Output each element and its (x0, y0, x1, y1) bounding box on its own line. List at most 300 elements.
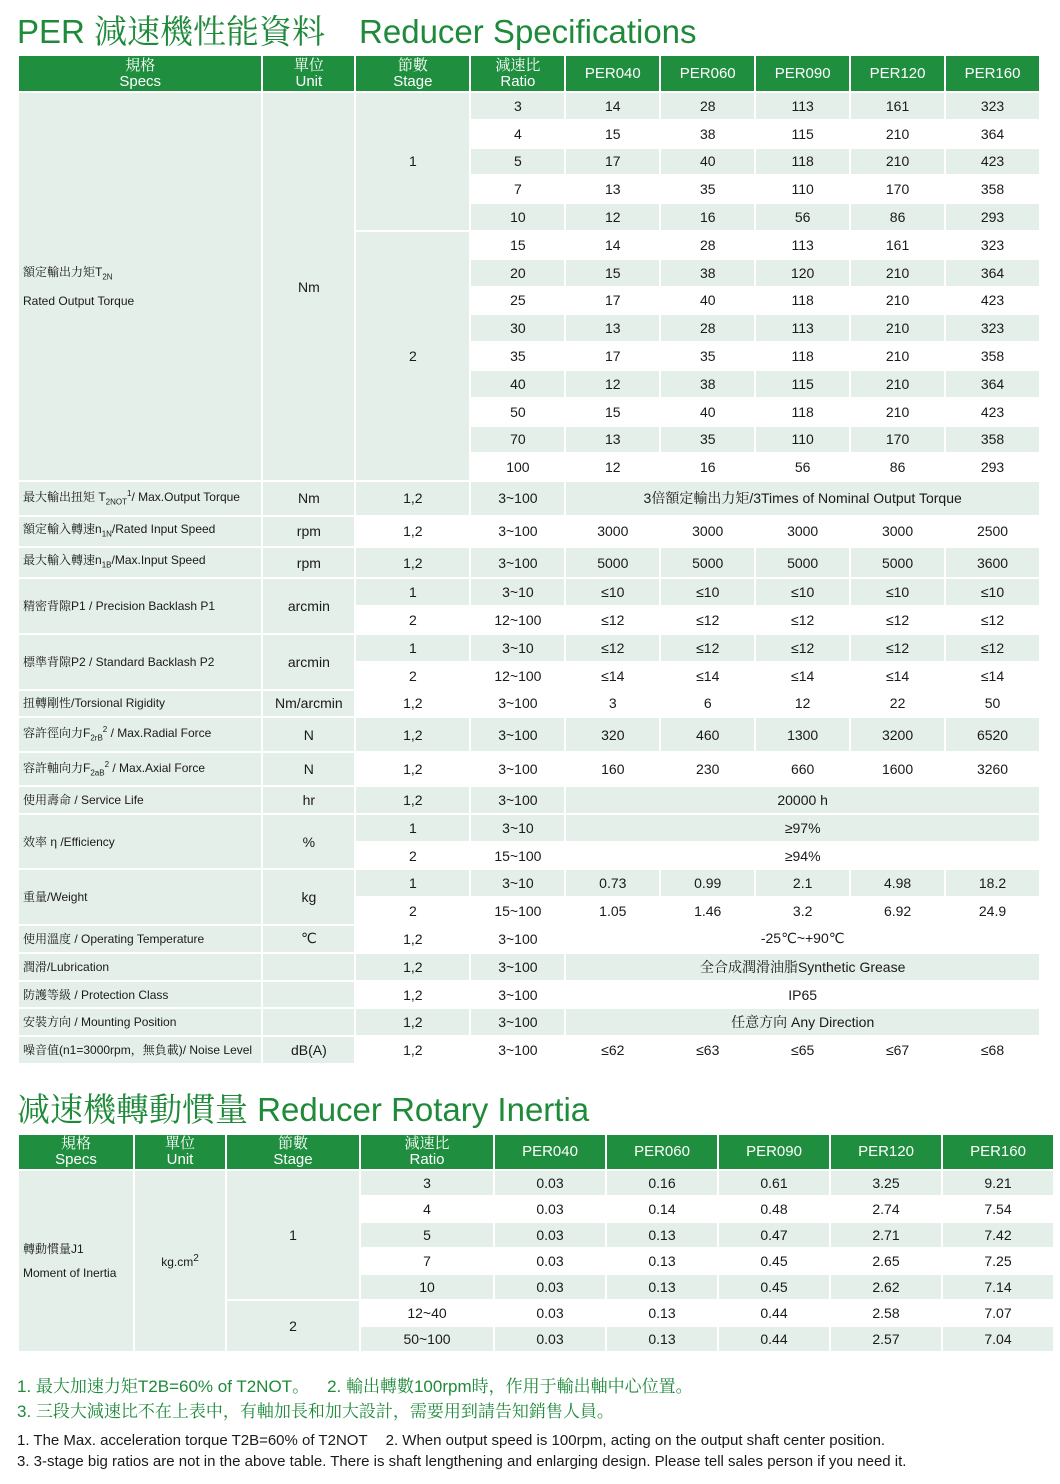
value-cell: 17 (566, 288, 659, 316)
label-part: 容許徑向力F (23, 726, 91, 741)
value-cell: ≤63 (661, 1037, 754, 1065)
value-cell: 110 (756, 427, 849, 455)
value-cell: ≤14 (661, 663, 754, 691)
unit-cell: kg (263, 870, 354, 926)
value-cell: 7.04 (943, 1327, 1053, 1353)
stage-cell: 2 (356, 232, 469, 482)
ratio-cell: 100 (471, 454, 564, 482)
value-cell: 110 (756, 176, 849, 204)
value-cell: 210 (851, 399, 944, 427)
value-cell: 18.2 (946, 870, 1039, 898)
inertia-header-row (19, 1135, 1053, 1171)
value-cell: 364 (946, 260, 1039, 288)
note-en-1: 1. The Max. acceleration torque T2B=60% of T2NOT (17, 1432, 368, 1449)
value-cell: 17 (566, 149, 659, 177)
value-cell: 0.99 (661, 870, 754, 898)
value-cell: 2.74 (831, 1197, 941, 1223)
value-cell: 0.44 (719, 1327, 829, 1353)
value-cell: 86 (851, 454, 944, 482)
value-cell: 0.14 (607, 1197, 717, 1223)
ratio-cell: 3~100 (471, 954, 564, 982)
unit-cell (263, 982, 354, 1010)
table-row (19, 691, 1039, 719)
value-cell: 7.42 (943, 1223, 1053, 1249)
value-cell: ≤10 (661, 579, 754, 607)
value-cell: ≤67 (851, 1037, 944, 1065)
label-part: Moment of Inertia (23, 1266, 117, 1280)
value-cell: ≤10 (756, 579, 849, 607)
value-cell: ≤65 (756, 1037, 849, 1065)
stage-cell: 1,2 (356, 718, 469, 752)
label-efficiency: 效率 η /Efficiency (19, 815, 261, 871)
label-part: / Max.Axial Force (109, 760, 206, 775)
value-cell: 2.58 (831, 1301, 941, 1327)
spec-header-row (19, 56, 1039, 93)
label-rated_speed (19, 517, 261, 548)
ratio-cell: 12~100 (471, 607, 564, 635)
stage-cell: 1,2 (356, 517, 469, 548)
value-cell: 2.1 (756, 870, 849, 898)
unit-cell: ℃ (263, 926, 354, 954)
inertia-title: 减速機轉動慣量 Reducer Rotary Inertia (17, 1091, 590, 1128)
label-sub: 2N (102, 272, 113, 282)
value-cell: 13 (566, 176, 659, 204)
value-cell: 38 (661, 121, 754, 149)
label-part: / Max.Output Torque (131, 490, 240, 505)
value-cell: ≤12 (566, 607, 659, 635)
value-cell: 0.16 (607, 1171, 717, 1197)
value-cell: ≤10 (566, 579, 659, 607)
label-part: / Max.Radial Force (107, 726, 212, 741)
ratio-cell: 3~10 (471, 870, 564, 898)
header-model: PER060 (607, 1135, 717, 1171)
value-cell: ≤10 (851, 579, 944, 607)
value-cell: 115 (756, 121, 849, 149)
ratio-cell: 4 (471, 121, 564, 149)
ratio-cell: 5 (471, 149, 564, 177)
unit-cell: N (263, 718, 354, 752)
stage-cell: 1,2 (356, 982, 469, 1010)
value-cell: 50 (946, 691, 1039, 719)
value-cell: 423 (946, 149, 1039, 177)
ratio-cell: 10 (361, 1275, 493, 1301)
header-model: PER120 (831, 1135, 941, 1171)
label-part: Rated Output Torque (23, 294, 135, 309)
value-cell: 14 (566, 232, 659, 260)
value-cell: 161 (851, 93, 944, 121)
value-cell: 40 (661, 288, 754, 316)
table-row (19, 815, 1039, 843)
value-cell: ≤68 (946, 1037, 1039, 1065)
value-cell: 118 (756, 399, 849, 427)
label-sub: 2aB (90, 768, 105, 778)
value-cell: 7.54 (943, 1197, 1053, 1223)
value-cell: 56 (756, 204, 849, 232)
label-part: 最大輸出扭矩 T (23, 490, 106, 505)
header-ratio: 減速比 Ratio (471, 56, 564, 93)
value-cell: 161 (851, 232, 944, 260)
value-cell: 9.21 (943, 1171, 1053, 1197)
value-cell: 全合成潤滑油脂Synthetic Grease (566, 954, 1039, 982)
unit-cell: rpm (263, 517, 354, 548)
stage-cell: 2 (356, 843, 469, 871)
ratio-cell: 3 (361, 1171, 493, 1197)
value-cell: 15 (566, 399, 659, 427)
value-cell: 0.45 (719, 1275, 829, 1301)
stage-cell: 1,2 (356, 1037, 469, 1065)
unit-sup: 2 (193, 1253, 199, 1264)
value-cell: 160 (566, 753, 659, 787)
value-cell: 28 (661, 315, 754, 343)
unit-cell: % (263, 815, 354, 871)
value-cell: 118 (756, 288, 849, 316)
value-cell: ≥97% (566, 815, 1039, 843)
value-cell: 35 (661, 427, 754, 455)
label-part: /Max.Input Speed (111, 552, 206, 567)
table-row (19, 93, 1039, 121)
value-cell: 3000 (566, 517, 659, 548)
value-cell: 7.25 (943, 1249, 1053, 1275)
stage-cell: 1 (356, 870, 469, 898)
value-cell: 20000 h (566, 787, 1039, 815)
value-cell: 2.65 (831, 1249, 941, 1275)
value-cell: 323 (946, 232, 1039, 260)
value-cell: 0.13 (607, 1327, 717, 1353)
label-moment-of-inertia (19, 1171, 133, 1353)
label-part: 轉動慣量J1 (23, 1242, 84, 1256)
ratio-cell: 12~100 (471, 663, 564, 691)
value-cell: 210 (851, 260, 944, 288)
table-row (19, 482, 1039, 516)
value-cell: 38 (661, 371, 754, 399)
value-cell: 0.03 (495, 1275, 605, 1301)
value-cell: ≤10 (946, 579, 1039, 607)
value-cell: 323 (946, 93, 1039, 121)
stage-cell: 1 (356, 815, 469, 843)
stage-cell: 2 (227, 1301, 359, 1353)
value-cell: 118 (756, 343, 849, 371)
label-axial (19, 753, 261, 787)
table-row (19, 870, 1039, 898)
value-cell: 28 (661, 232, 754, 260)
unit-cell (263, 1009, 354, 1037)
value-cell: 35 (661, 343, 754, 371)
value-cell: 任意方向 Any Direction (566, 1009, 1039, 1037)
ratio-cell: 3~100 (471, 787, 564, 815)
stage-cell: 1,2 (356, 548, 469, 579)
label-max_torque (19, 482, 261, 516)
ratio-cell: 3~100 (471, 753, 564, 787)
value-cell: 364 (946, 121, 1039, 149)
value-cell: 0.03 (495, 1249, 605, 1275)
value-cell: 3260 (946, 753, 1039, 787)
stage-cell: 1 (356, 635, 469, 663)
value-cell: 7.07 (943, 1301, 1053, 1327)
unit-cell (135, 1171, 225, 1353)
stage-cell: 1,2 (356, 926, 469, 954)
table-row (19, 1037, 1039, 1065)
value-cell: 210 (851, 288, 944, 316)
value-cell: ≤12 (566, 635, 659, 663)
value-cell: 12 (756, 691, 849, 719)
ratio-cell: 15~100 (471, 898, 564, 926)
value-cell: 38 (661, 260, 754, 288)
notes-en (17, 1430, 906, 1472)
header-stage: 節數 Stage (356, 56, 469, 93)
ratio-cell: 7 (361, 1249, 493, 1275)
value-cell: 293 (946, 204, 1039, 232)
value-cell: 323 (946, 315, 1039, 343)
value-cell: ≤14 (756, 663, 849, 691)
value-cell: 6 (661, 691, 754, 719)
table-row (19, 926, 1039, 954)
note-en-2: 2. When output speed is 100rpm, acting on the output shaft center position. (385, 1432, 886, 1449)
value-cell: 423 (946, 288, 1039, 316)
value-cell: 15 (566, 260, 659, 288)
label-service_life: 使用壽命 / Service Life (19, 787, 261, 815)
table-row (19, 517, 1039, 548)
header-model: PER040 (495, 1135, 605, 1171)
value-cell: 5000 (566, 548, 659, 579)
value-cell: 86 (851, 204, 944, 232)
label-max_speed (19, 548, 261, 579)
value-cell: 0.13 (607, 1275, 717, 1301)
stage-cell: 1,2 (356, 1009, 469, 1037)
ratio-cell: 25 (471, 288, 564, 316)
value-cell: 16 (661, 454, 754, 482)
table-row (19, 1171, 1053, 1197)
table-row (19, 954, 1039, 982)
ratio-cell: 3~10 (471, 815, 564, 843)
ratio-cell: 5 (361, 1223, 493, 1249)
value-cell: ≤12 (756, 607, 849, 635)
ratio-cell: 3~100 (471, 517, 564, 548)
value-cell: 24.9 (946, 898, 1039, 926)
value-cell: 6.92 (851, 898, 944, 926)
unit-cell: Nm (263, 93, 354, 482)
label-noise: 噪音值(n1=3000rpm，無負載)/ Noise Level (19, 1037, 261, 1065)
ratio-cell: 3~10 (471, 579, 564, 607)
value-cell: 170 (851, 427, 944, 455)
stage-cell: 1 (356, 579, 469, 607)
label-lubrication: 潤滑/Lubrication (19, 954, 261, 982)
ratio-cell: 3~100 (471, 691, 564, 719)
value-cell: ≤12 (851, 607, 944, 635)
note-cn-3: 3. 三段大減速比不在上表中，有軸加長和加大設計，需要用到請告知銷售人員。 (17, 1402, 614, 1421)
label-part: 容許軸向力F (23, 760, 91, 775)
notes-cn (17, 1374, 693, 1424)
value-cell: 364 (946, 371, 1039, 399)
value-cell: 7.14 (943, 1275, 1053, 1301)
label-part: /Rated Input Speed (111, 521, 216, 536)
ratio-cell: 30 (471, 315, 564, 343)
label-sub: 1N (101, 528, 112, 538)
ratio-cell: 50~100 (361, 1327, 493, 1353)
value-cell: 113 (756, 232, 849, 260)
value-cell: 5000 (851, 548, 944, 579)
header-specs: 規格 Specs (19, 1135, 133, 1171)
value-cell: 0.48 (719, 1197, 829, 1223)
label-radial (19, 718, 261, 752)
value-cell: 0.61 (719, 1171, 829, 1197)
header-ratio: 減速比 Ratio (361, 1135, 493, 1171)
ratio-cell: 3~100 (471, 482, 564, 516)
label-sub: 2NOT (105, 497, 128, 507)
table-row (19, 982, 1039, 1010)
value-cell: 0.44 (719, 1301, 829, 1327)
ratio-cell: 3~100 (471, 718, 564, 752)
label-part: 最大輸入轉速n (23, 552, 102, 567)
label-weight: 重量/Weight (19, 870, 261, 926)
value-cell: 170 (851, 176, 944, 204)
value-cell: 0.03 (495, 1171, 605, 1197)
ratio-cell: 12~40 (361, 1301, 493, 1327)
value-cell: 3000 (661, 517, 754, 548)
header-model: PER090 (719, 1135, 829, 1171)
value-cell: 2.62 (831, 1275, 941, 1301)
table-row (19, 753, 1039, 787)
ratio-cell: 3~10 (471, 635, 564, 663)
value-cell: 0.03 (495, 1223, 605, 1249)
label-sup: 1 (127, 489, 132, 499)
label-sup: 2 (104, 759, 110, 769)
stage-cell: 1,2 (356, 954, 469, 982)
value-cell: 358 (946, 427, 1039, 455)
value-cell: ≤12 (946, 635, 1039, 663)
spec-title-en: Reducer Specifications (359, 13, 697, 50)
value-cell: 0.73 (566, 870, 659, 898)
value-cell: 1.46 (661, 898, 754, 926)
stage-cell: 2 (356, 607, 469, 635)
value-cell: 0.13 (607, 1223, 717, 1249)
spec-title-cn: PER 減速機性能資料 (17, 13, 326, 50)
unit-cell: dB(A) (263, 1037, 354, 1065)
value-cell: 358 (946, 176, 1039, 204)
label-protection: 防護等級 / Protection Class (19, 982, 261, 1010)
ratio-cell: 70 (471, 427, 564, 455)
label-sub: 2rB (90, 733, 103, 743)
value-cell: ≤62 (566, 1037, 659, 1065)
stage-cell: 2 (356, 663, 469, 691)
value-cell: 3.2 (756, 898, 849, 926)
value-cell: 210 (851, 149, 944, 177)
value-cell: 3倍額定輸出力矩/3Times of Nominal Output Torque (566, 482, 1039, 516)
note-cn-1: 1. 最大加速力矩T2B=60% of T2NOT。 (17, 1377, 310, 1396)
header-model: PER090 (756, 56, 849, 93)
stage-cell: 1,2 (356, 691, 469, 719)
value-cell: ≤14 (851, 663, 944, 691)
table-row (19, 718, 1039, 752)
value-cell: 358 (946, 343, 1039, 371)
value-cell: 5000 (661, 548, 754, 579)
label-rated-output-torque (19, 93, 261, 482)
value-cell: 0.03 (495, 1197, 605, 1223)
value-cell: 13 (566, 315, 659, 343)
ratio-cell: 50 (471, 399, 564, 427)
header-specs: 規格 Specs (19, 56, 261, 93)
value-cell: 14 (566, 93, 659, 121)
value-cell: 3200 (851, 718, 944, 752)
label-part: 額定輸入轉速n (23, 521, 102, 536)
value-cell: 40 (661, 399, 754, 427)
ratio-cell: 3~100 (471, 926, 564, 954)
value-cell: 17 (566, 343, 659, 371)
value-cell: 120 (756, 260, 849, 288)
value-cell: 0.03 (495, 1301, 605, 1327)
unit-cell: hr (263, 787, 354, 815)
ratio-cell: 40 (471, 371, 564, 399)
value-cell: 0.45 (719, 1249, 829, 1275)
label-torsional: 扭轉剛性/Torsional Rigidity (19, 691, 261, 719)
value-cell: 3000 (756, 517, 849, 548)
ratio-cell: 3~100 (471, 982, 564, 1010)
label-precision_backlash: 精密背隙P1 / Precision Backlash P1 (19, 579, 261, 635)
header-model: PER120 (851, 56, 944, 93)
value-cell: 660 (756, 753, 849, 787)
value-cell: 16 (661, 204, 754, 232)
value-cell: 113 (756, 315, 849, 343)
value-cell: 2500 (946, 517, 1039, 548)
ratio-cell: 7 (471, 176, 564, 204)
value-cell: 293 (946, 454, 1039, 482)
ratio-cell: 3 (471, 93, 564, 121)
ratio-cell: 3~100 (471, 548, 564, 579)
header-unit: 單位 Unit (263, 56, 354, 93)
value-cell: 210 (851, 343, 944, 371)
stage-cell: 1 (356, 93, 469, 232)
unit-cell: Nm (263, 482, 354, 516)
value-cell: 320 (566, 718, 659, 752)
value-cell: 12 (566, 204, 659, 232)
value-cell: 210 (851, 121, 944, 149)
spec-title (17, 6, 697, 53)
header-stage: 節數 Stage (227, 1135, 359, 1171)
value-cell: -25℃~+90℃ (566, 926, 1039, 954)
value-cell: IP65 (566, 982, 1039, 1010)
value-cell: 0.13 (607, 1249, 717, 1275)
label-standard_backlash: 標準背隙P2 / Standard Backlash P2 (19, 635, 261, 691)
value-cell: 423 (946, 399, 1039, 427)
value-cell: 1600 (851, 753, 944, 787)
value-cell: 6520 (946, 718, 1039, 752)
ratio-cell: 3~100 (471, 1009, 564, 1037)
unit-cell: arcmin (263, 635, 354, 691)
value-cell: 1300 (756, 718, 849, 752)
value-cell: ≤12 (851, 635, 944, 663)
value-cell: 28 (661, 93, 754, 121)
unit-cell: rpm (263, 548, 354, 579)
value-cell: 5000 (756, 548, 849, 579)
value-cell: ≤14 (566, 663, 659, 691)
ratio-cell: 20 (471, 260, 564, 288)
label-part: kg.cm (161, 1255, 194, 1269)
value-cell: 210 (851, 371, 944, 399)
ratio-cell: 15 (471, 232, 564, 260)
value-cell: ≤12 (661, 635, 754, 663)
stage-cell: 1 (227, 1171, 359, 1301)
value-cell: 460 (661, 718, 754, 752)
value-cell: 3 (566, 691, 659, 719)
value-cell: 0.13 (607, 1301, 717, 1327)
header-model: PER160 (943, 1135, 1053, 1171)
value-cell: 22 (851, 691, 944, 719)
label-temperature: 使用溫度 / Operating Temperature (19, 926, 261, 954)
stage-cell: 1,2 (356, 753, 469, 787)
label-sub: 1B (101, 560, 112, 570)
table-row (19, 787, 1039, 815)
note-en-3: 3. 3-stage big ratios are not in the above table. There is shaft lengthening and enlarging design. Please tell sales person if you need it. (17, 1453, 907, 1470)
value-cell: ≤12 (756, 635, 849, 663)
